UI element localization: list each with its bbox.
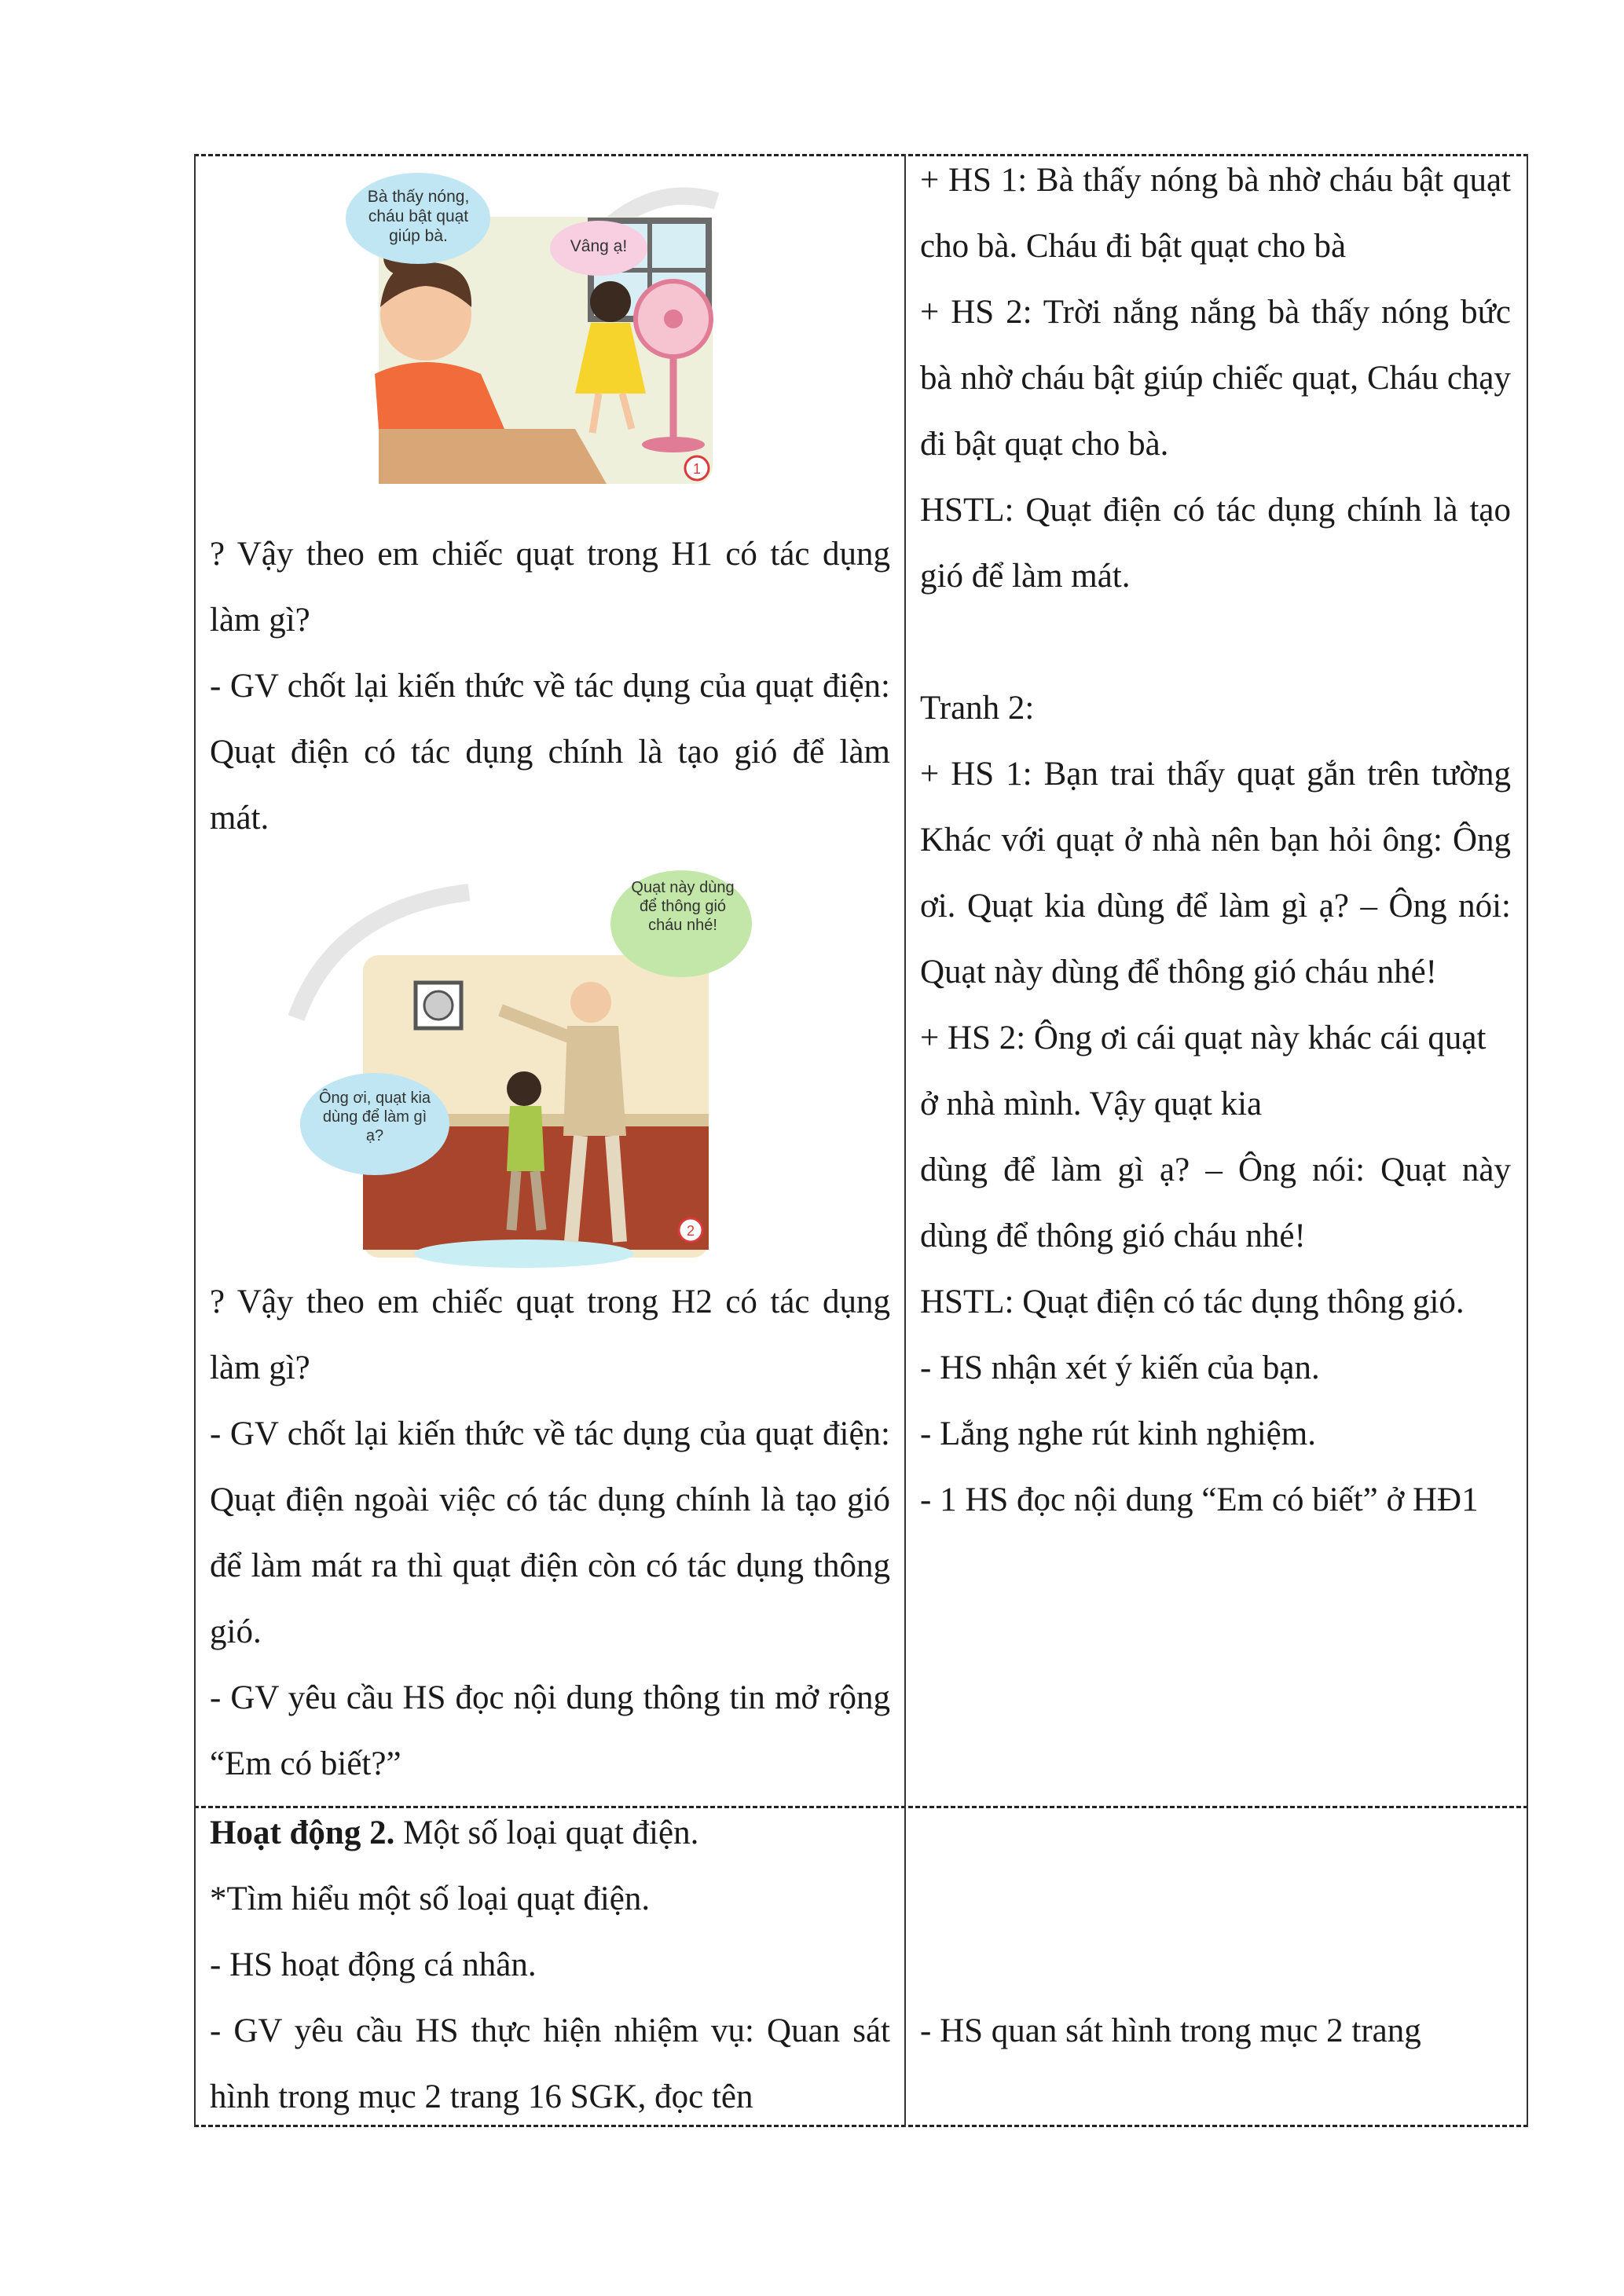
- explore-fans: *Tìm hiểu một số loại quạt điện.: [210, 1880, 651, 1917]
- speech-text-child: Vâng ạ!: [570, 237, 628, 255]
- teacher-conclusion-2: - GV chốt lại kiến thức về tác dụng của quạt điện: Quạt điện ngoài việc có tác dụng chính là tạo gió để làm mát ra thì quạt điện còn có tác dụng thông gió.: [210, 1415, 890, 1650]
- figure-number: 1: [692, 461, 702, 477]
- student-listen: - Lắng nghe rút kinh nghiệm.: [920, 1415, 1316, 1452]
- student-answer-2: + HS 2: Trời nắng nắng bà thấy nóng bức bà nhờ cháu bật giúp chiếc quạt, Cháu chạy đi bật quạt cho bà.: [920, 294, 1511, 463]
- speech-text-boy: Ông ơi, quạt kia dùng để làm gì ạ?: [318, 1089, 431, 1144]
- left-cell-block-1: [210, 522, 890, 851]
- activity-2-label: Hoạt động 2.: [210, 1814, 395, 1851]
- student-read: - 1 HS đọc nội dung “Em có biết” ở HĐ1: [920, 1481, 1479, 1518]
- figure-number: 2: [686, 1223, 695, 1239]
- student-observe: - HS quan sát hình trong mục 2 trang: [920, 2012, 1421, 2049]
- spacer: [920, 610, 1511, 676]
- girl-head: [590, 281, 631, 322]
- left-cell-row2: [210, 1800, 890, 2130]
- boy-head: [507, 1071, 541, 1106]
- illustration-grandma-fan: [339, 170, 732, 500]
- activity-2-title: Một số loại quạt điện.: [394, 1814, 699, 1851]
- student-answer-1b: + HS 1: Bạn trai thấy quạt gắn trên tường Khác với quạt ở nhà nên bạn hỏi ông: Ông ơi. Quạt kia dùng để làm gì ạ? – Ông nói: Quạt này dùng để thông gió cháu nhé!: [920, 756, 1511, 991]
- illustration-grandpa-ventilation-fan: [288, 861, 775, 1269]
- activity-2-heading: [210, 1800, 890, 1866]
- table-column-divider: [904, 154, 906, 2127]
- table-left-border: [194, 154, 196, 2127]
- speech-text-grandpa: Quạt này dùng để thông gió cháu nhé!: [631, 879, 735, 934]
- boy-shirt: [507, 1106, 544, 1171]
- individual-activity: - HS hoạt động cá nhân.: [210, 1946, 537, 1983]
- student-comment: - HS nhận xét ý kiến của bạn.: [920, 1349, 1320, 1386]
- right-cell-row2: [920, 1998, 1511, 2064]
- student-answer-2b-line1: + HS 2: Ông ơi cái quạt này khác cái quạt ở nhà mình. Vậy quạt kia: [920, 1020, 1487, 1122]
- picture-2-heading: Tranh 2:: [920, 690, 1035, 727]
- right-cell-block-1: [920, 148, 1511, 1533]
- speech-text-grandma: Bà thấy nóng, cháu bật quạt giúp bà.: [367, 188, 470, 245]
- teacher-conclusion-1: - GV chốt lại kiến thức về tác dụng của quạt điện: Quạt điện có tác dụng chính là tạo gió để làm mát.: [210, 668, 890, 837]
- question-h1: ? Vậy theo em chiếc quạt trong H1 có tác dụng làm gì?: [210, 536, 890, 639]
- grandpa-head: [570, 982, 611, 1023]
- student-conclusion-2: HSTL: Quạt điện có tác dụng thông gió.: [920, 1283, 1465, 1320]
- lesson-table: [194, 154, 1528, 2127]
- table-right-border: [1527, 154, 1528, 2127]
- question-h2: ? Vậy theo em chiếc quạt trong H2 có tác dụng làm gì?: [210, 1283, 890, 1386]
- student-answer-2b-line2: dùng để làm gì ạ? – Ông nói: Quạt này dùng để thông gió cháu nhé!: [920, 1152, 1511, 1254]
- left-cell-block-2: [210, 1269, 890, 1797]
- student-answer-1: + HS 1: Bà thấy nóng bà nhờ cháu bật quạt cho bà. Cháu đi bật quạt cho bà: [920, 162, 1511, 265]
- table-surface: [379, 429, 607, 484]
- teacher-request-read: - GV yêu cầu HS đọc nội dung thông tin mở rộng “Em có biết?”: [210, 1679, 890, 1782]
- teacher-task: - GV yêu cầu HS thực hiện nhiệm vụ: Quan sát hình trong mục 2 trang 16 SGK, đọc tên: [210, 2012, 890, 2115]
- grandpa-shirt: [563, 1026, 626, 1136]
- student-conclusion-1: HSTL: Quạt điện có tác dụng chính là tạo gió để làm mát.: [920, 492, 1511, 595]
